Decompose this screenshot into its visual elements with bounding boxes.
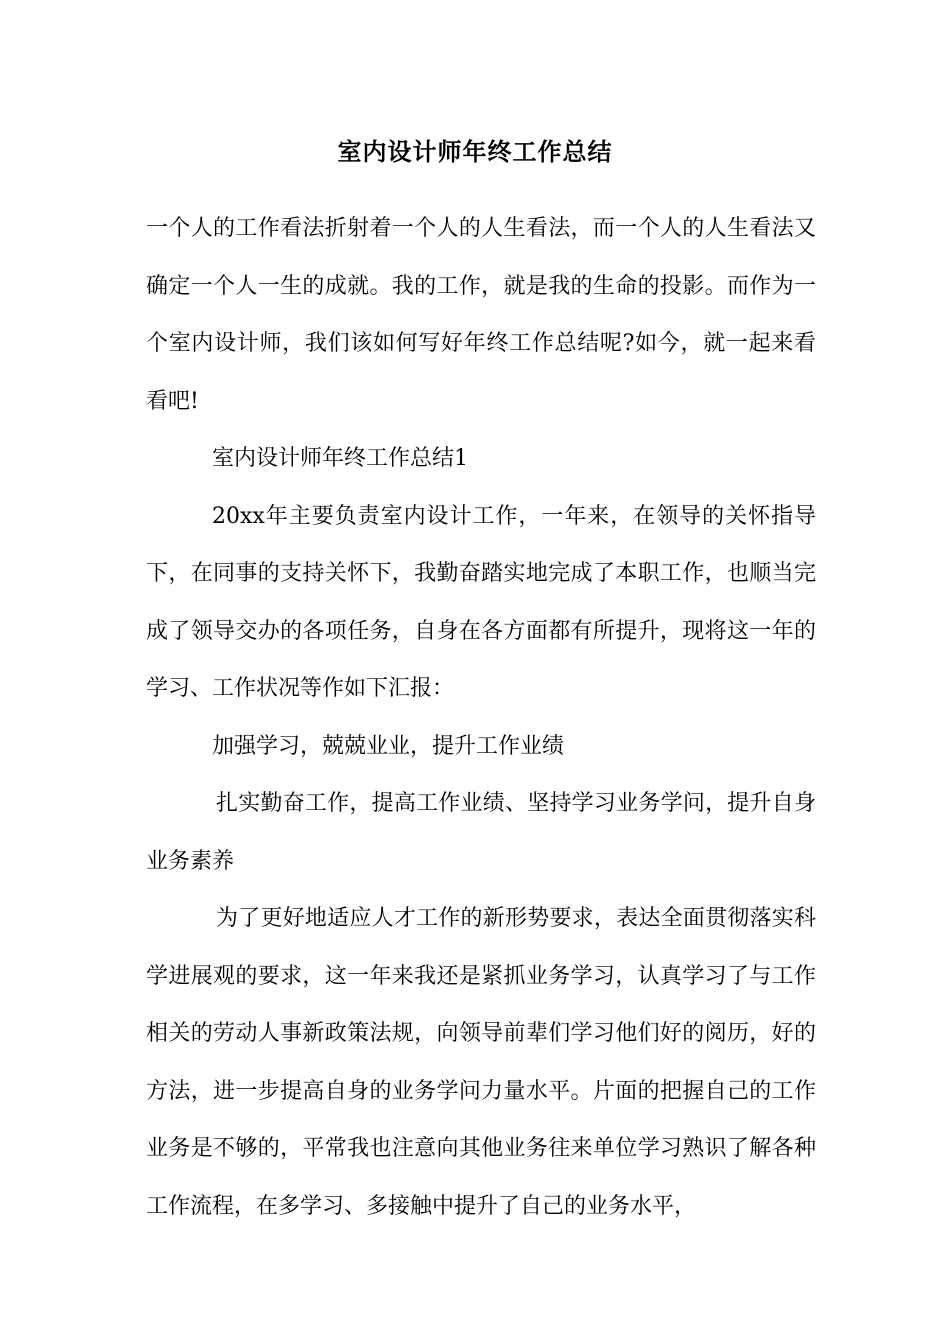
section-heading: 室内设计师年终工作总结1 xyxy=(212,446,468,471)
subheading: 加强学习，兢兢业业，提升工作业绩 xyxy=(212,733,565,759)
point-paragraph: 扎实勤奋工作，提高工作业绩、坚持学习业务学问，提升自身业务素养 xyxy=(146,791,816,874)
document-title: 室内设计师年终工作总结 xyxy=(337,137,613,166)
detail-paragraph: 为了更好地适应人才工作的新形势要求，表达全面贯彻落实科学进展观的要求，这一年来我还是紧抓业务学习，认真学习了与工作相关的劳动人事新政策法规，向领导前辈们学习他们好的阅历，好的方法，进一步提高自身的业务学问力量水平。片面的把握自己的工作业务是不够的，平常我也注意向其他业务往来单位学习熟识了解各种工作流程，在多学习、多接触中提升了自己的业务水平， xyxy=(146,906,816,1219)
summary-paragraph: 20xx年主要负责室内设计工作，一年来，在领导的关怀指导下，在同事的支持关怀下，我勤奋踏实地完成了本职工作，也顺当完成了领导交办的各项任务，自身在各方面都有所提升，现将这一年的学习、工作状况等作如下汇报： xyxy=(146,503,816,701)
intro-paragraph: 一个人的工作看法折射着一个人的人生看法，而一个人的人生看法又确定一个人一生的成就。我的工作，就是我的生命的投影。而作为一个室内设计师，我们该如何写好年终工作总结呢?如今，就一起来看看吧! xyxy=(146,216,816,414)
document-body xyxy=(146,200,816,1235)
